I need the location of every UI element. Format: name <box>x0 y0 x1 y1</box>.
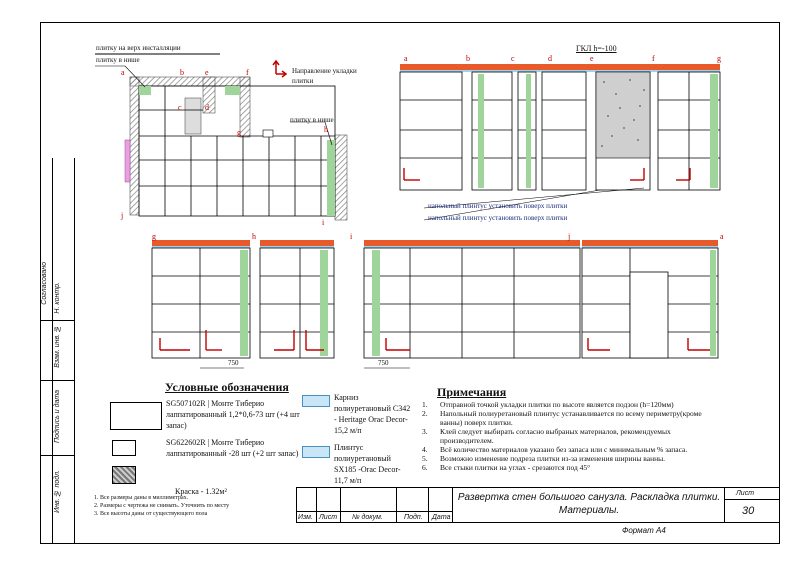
legend-title: Условные обозначения <box>165 380 289 394</box>
note-text: Клей следует выбирать согласно выбраных материалов, рекомендуемых производителем. <box>440 427 671 445</box>
elev-d <box>542 72 586 190</box>
strip-divider <box>40 380 74 381</box>
legend-cornice: Карниз полиуретановый С342 - Heritage Orac Decor- 15,2 м/п <box>334 393 411 435</box>
note-item <box>422 409 722 427</box>
legend-small-notes <box>94 494 304 518</box>
note-text: Отправной точкой укладки плитки по высоте является подзон (h=120мм) <box>440 400 674 409</box>
stamp-col-line <box>396 487 397 523</box>
stamp-divider <box>724 499 780 500</box>
elev-a <box>400 72 462 190</box>
stamp-col-doc: № докум. <box>352 514 383 521</box>
elev-bottom-letter-g: g <box>152 232 156 241</box>
elevations-bottom <box>140 232 730 380</box>
label-niche-1: плитку в нише <box>96 56 140 64</box>
strip-divider <box>40 320 74 321</box>
note-item <box>422 463 722 472</box>
direction-arrow <box>273 61 286 77</box>
dim-750-2: 750 <box>378 359 389 367</box>
note-text: Напольный полиуретановый плинтус устанавливается по всему периметру(кроме ванны) поверх плитки. <box>440 409 702 427</box>
side-agreed: Согласовано <box>41 262 48 305</box>
stamp-format: Формат А4 <box>622 526 666 535</box>
niche-block <box>185 98 201 134</box>
note-num: 6. <box>422 463 428 472</box>
note-text: Возможно изменение подреза плитки из-за изменения ширины ванны. <box>440 454 666 463</box>
stamp-sheet-label: Лист <box>736 490 755 497</box>
small-note: 2. Размеры с чертежа не снимать. Уточнить по месту <box>94 503 230 509</box>
note-num: 4. <box>422 445 428 454</box>
stamp-sheet-no: 30 <box>742 505 755 517</box>
stamp-col-list: Лист <box>319 514 338 521</box>
small-note: 1. Все размеры даны в миллиметрах. <box>94 495 189 501</box>
legend-plinth-swatch <box>302 446 330 458</box>
drain-box <box>263 130 273 137</box>
elev-top-letter-c: c <box>511 54 515 63</box>
stamp-col-line <box>316 487 317 523</box>
wall-right-lower <box>335 135 347 220</box>
plinth-note-2: напольный плинтус установить поверх плитки <box>428 214 568 222</box>
plan-letter-h: h <box>324 125 328 134</box>
label-top-install: плитку на верх инсталляции <box>96 44 181 52</box>
side-n-komp: Н. контр. <box>54 282 61 314</box>
elev-top-letter-f: f <box>652 54 655 63</box>
elev-bottom-letter-a: a <box>720 232 724 241</box>
plan-letter-d: d <box>205 103 209 112</box>
plan-letter-j: j <box>121 211 124 220</box>
elev-bottom-letter-j: j <box>568 232 571 241</box>
legend-swatch-large <box>110 402 162 430</box>
green-tile <box>139 86 151 95</box>
note-num: 3. <box>422 427 428 436</box>
side-sign-date: Подпись и дата <box>54 390 61 443</box>
notes-title: Примечания <box>437 385 507 399</box>
note-item <box>422 427 722 445</box>
elevations-top <box>390 50 730 225</box>
legend-swatch-small <box>112 440 136 456</box>
note-item <box>422 454 722 463</box>
elev-top-letter-g: g <box>717 54 721 63</box>
gkl-label: ГКЛ h=-100 <box>576 44 617 53</box>
note-item <box>422 445 722 454</box>
stamp-divider <box>452 487 453 523</box>
cornice-band <box>400 64 720 70</box>
note-num: 2. <box>422 409 428 418</box>
elev-top-letter-d: d <box>548 54 552 63</box>
plan-letter-a: a <box>121 68 125 77</box>
left-strip-col <box>52 158 53 544</box>
plinth-note-1: напольный плинтус установить поверх плитки <box>428 202 568 210</box>
side-inv-replace: Взам. инв. № <box>54 325 61 368</box>
label-direction: Направление укладки плитки <box>292 67 357 85</box>
note-item <box>422 400 722 409</box>
wall-left <box>130 77 139 215</box>
door-opening <box>630 272 668 358</box>
plan-letter-e: e <box>205 68 209 77</box>
legend-tile-2: SG622602R | Монте Тиберио лаппатированный -28 шт (+2 шт запас) <box>166 438 299 458</box>
wall-top <box>130 77 250 86</box>
plan-letter-g: g <box>237 128 241 137</box>
legend-cornice-swatch <box>302 395 330 407</box>
elev-bottom-letter-h: h <box>252 232 256 241</box>
plan-tile-grid <box>139 86 335 216</box>
note-num: 1. <box>422 400 428 409</box>
stamp-col-izm: Изм. <box>298 514 313 521</box>
notes-list <box>422 400 722 472</box>
stamp-col-line <box>340 487 341 523</box>
green-tile <box>225 86 240 95</box>
stamp-col-line <box>428 487 429 523</box>
stone-panel <box>596 72 650 158</box>
stamp-divider <box>724 487 725 523</box>
elev-g <box>152 248 250 358</box>
stamp-title: Развертка стен большого санузла. Раскладка плитки. Материалы. <box>457 492 721 516</box>
elev-top-letter-b: b <box>466 54 470 63</box>
stamp-col-date: Дата <box>432 514 451 521</box>
door-marker <box>125 140 130 182</box>
legend-paint: Краска - 1.32м² <box>175 487 227 496</box>
note-text: Все стыки плитки на углах - срезаются под 45° <box>440 463 591 472</box>
elev-top-letter-e: e <box>590 54 594 63</box>
note-text: Всё количество материалов указано без запаса или с минимальным % запаса. <box>440 445 688 454</box>
strip-divider <box>40 455 74 456</box>
plan-letter-i: i <box>322 218 325 227</box>
note-num: 5. <box>422 454 428 463</box>
legend-swatch-paint <box>112 466 136 484</box>
elev-top-letter-a: a <box>404 54 408 63</box>
side-inv-orig: Инв. № подл. <box>54 470 61 513</box>
elev-i <box>364 248 580 358</box>
plan-letter-b: b <box>180 68 184 77</box>
label-niche-2: плитку в нише <box>290 116 334 124</box>
elev-bottom-letter-i: i <box>350 232 353 241</box>
legend-tile-1: SG507102R | Монте Тиберио лаппатированный 1,2*0,6-73 шт (+4 шт запас) <box>166 399 300 430</box>
green-tile <box>327 140 335 216</box>
plan-letter-c: c <box>178 103 182 112</box>
stamp-col-sign: Подп. <box>404 514 423 521</box>
small-note: 3. Все высоты даны от существующего пола <box>94 511 208 517</box>
dim-750-1: 750 <box>228 359 239 367</box>
legend-plinth: Плинтус полиуретановый SX185 -Orac Decor- 11,7 м/п <box>334 443 401 485</box>
plan-letter-f: f <box>246 68 249 77</box>
